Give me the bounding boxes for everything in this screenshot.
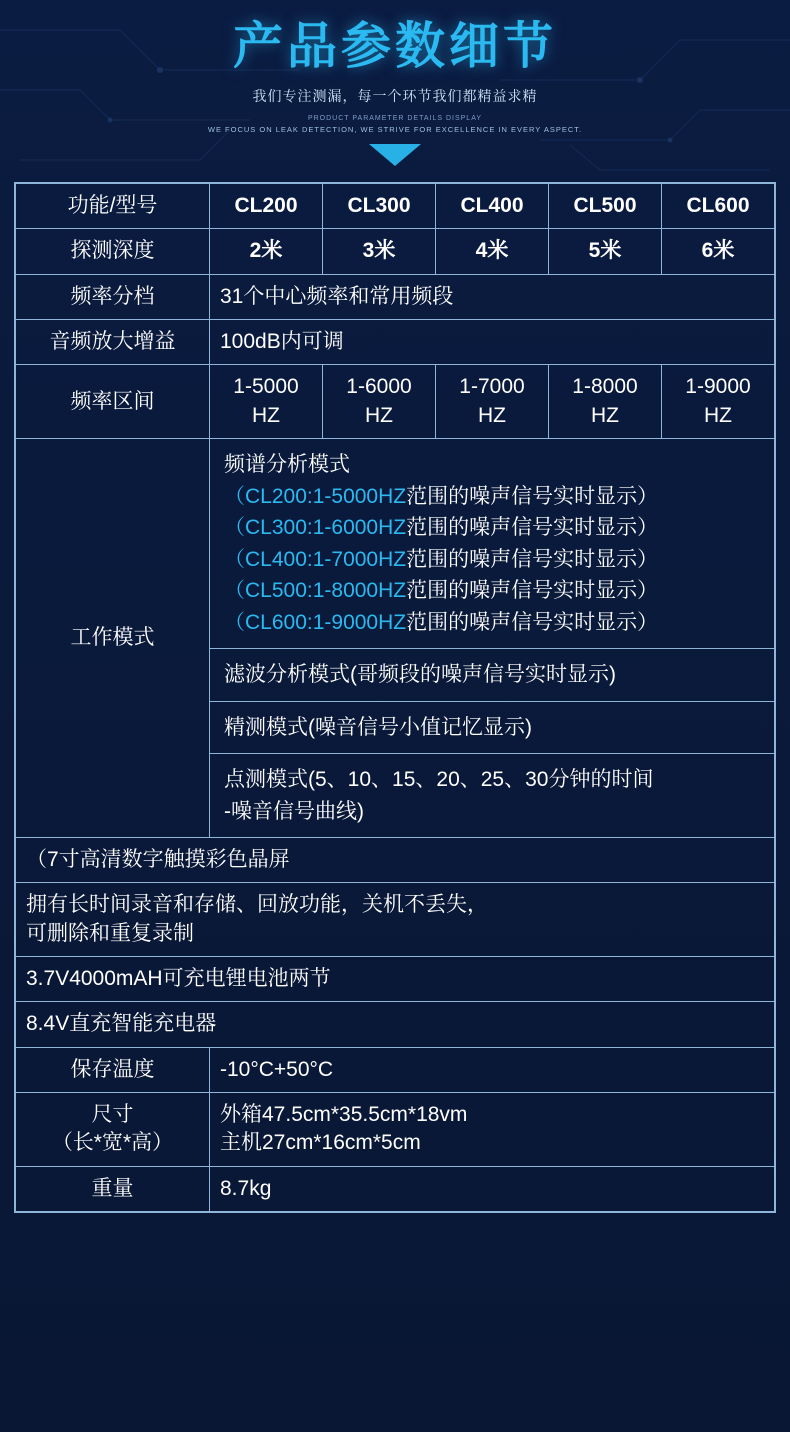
value-size bbox=[210, 1093, 775, 1167]
row-label-depth: 探测深度 bbox=[16, 229, 210, 274]
table-row-record bbox=[16, 883, 775, 957]
row-label-temperature: 保存温度 bbox=[16, 1047, 210, 1092]
model-cl500: CL500 bbox=[549, 184, 662, 229]
value-weight: 8.7kg bbox=[210, 1166, 775, 1211]
freq-interval-cl500 bbox=[549, 365, 662, 439]
freq-interval-cl400-value: 1-7000 bbox=[459, 375, 525, 399]
value-temperature: -10°C+50°C bbox=[210, 1047, 775, 1092]
freq-interval-cl400 bbox=[436, 365, 549, 439]
table-row-screen bbox=[16, 838, 775, 883]
down-arrow-icon bbox=[369, 144, 421, 166]
freq-interval-cl600-unit: HZ bbox=[704, 403, 732, 427]
model-cl400: CL400 bbox=[436, 184, 549, 229]
depth-cl400: 4米 bbox=[436, 229, 549, 274]
spectrum-item-prefix-cl500: （ bbox=[224, 579, 245, 603]
page-subtitle: 我们专注测漏，每一个环节我们都精益求精 bbox=[252, 88, 538, 104]
table-row-weight bbox=[16, 1166, 775, 1211]
table-row-charger bbox=[16, 1002, 775, 1047]
row-label-weight: 重量 bbox=[16, 1166, 210, 1211]
row-label-frequency-interval: 频率区间 bbox=[16, 365, 210, 439]
table-row-frequency-step bbox=[16, 274, 775, 319]
spectrum-mode-item-cl200 bbox=[224, 481, 760, 513]
spectrum-item-prefix-cl200: （ bbox=[224, 484, 245, 508]
row-label-size-line-2: （长*宽*高） bbox=[51, 1131, 174, 1155]
page-title: 产品参数细节 bbox=[233, 18, 557, 74]
spec-table bbox=[15, 183, 775, 1212]
spectrum-item-suffix-cl300: 范围的噪声信号实时显示） bbox=[406, 516, 659, 540]
freq-interval-cl300-unit: HZ bbox=[365, 403, 393, 427]
value-record bbox=[16, 883, 775, 957]
value-size-line-2: 主机27cm*16cm*5cm bbox=[220, 1131, 421, 1155]
freq-interval-cl300 bbox=[323, 365, 436, 439]
spectrum-item-prefix-cl300: （ bbox=[224, 516, 245, 540]
fine-mode-block: 精测模式(噪音信号小值记忆显示) bbox=[210, 702, 774, 755]
value-record-line-2: 可删除和重复录制 bbox=[26, 921, 194, 945]
point-mode-line-1: 点测模式(5、10、15、20、25、30分钟的时间 bbox=[224, 768, 654, 792]
spectrum-mode-item-cl600 bbox=[224, 607, 760, 639]
english-subtitle-2: WE FOCUS ON LEAK DETECTION, WE STRIVE FOR EXCELLENCE IN EVERY ASPECT. bbox=[207, 125, 583, 134]
spectrum-item-model-cl600: CL600:1-9000HZ bbox=[245, 610, 407, 634]
freq-interval-cl600-value: 1-9000 bbox=[685, 375, 751, 399]
table-row-models bbox=[16, 184, 775, 229]
spectrum-mode-item-cl400 bbox=[224, 544, 760, 576]
freq-interval-cl200-unit: HZ bbox=[252, 403, 280, 427]
row-label-frequency-step: 频率分档 bbox=[16, 274, 210, 319]
model-cl600: CL600 bbox=[662, 184, 775, 229]
row-label-work-mode: 工作模式 bbox=[16, 439, 210, 838]
freq-interval-cl200 bbox=[210, 365, 323, 439]
value-frequency-step: 31个中心频率和常用频段 bbox=[210, 274, 775, 319]
spectrum-item-suffix-cl600: 范围的噪声信号实时显示） bbox=[406, 610, 659, 634]
value-charger: 8.4V直充智能充电器 bbox=[16, 1002, 775, 1047]
point-mode-line-2: -噪音信号曲线) bbox=[224, 799, 364, 823]
value-size-line-1: 外箱47.5cm*35.5cm*18vm bbox=[220, 1103, 468, 1127]
model-cl200: CL200 bbox=[210, 184, 323, 229]
depth-cl600: 6米 bbox=[662, 229, 775, 274]
spectrum-item-suffix-cl400: 范围的噪声信号实时显示） bbox=[406, 547, 659, 571]
table-row-work-mode bbox=[16, 439, 775, 838]
depth-cl300: 3米 bbox=[323, 229, 436, 274]
table-row-battery bbox=[16, 957, 775, 1002]
spectrum-item-suffix-cl500: 范围的噪声信号实时显示） bbox=[406, 579, 659, 603]
depth-cl500: 5米 bbox=[549, 229, 662, 274]
freq-interval-cl600 bbox=[662, 365, 775, 439]
depth-cl200: 2米 bbox=[210, 229, 323, 274]
table-row-frequency-interval bbox=[16, 365, 775, 439]
spectrum-item-model-cl500: CL500:1-8000HZ bbox=[245, 579, 407, 603]
spectrum-mode-block bbox=[210, 439, 774, 649]
freq-interval-cl500-unit: HZ bbox=[591, 403, 619, 427]
row-label-size bbox=[16, 1093, 210, 1167]
row-label-gain: 音频放大增益 bbox=[16, 320, 210, 365]
freq-interval-cl400-unit: HZ bbox=[478, 403, 506, 427]
table-row-size bbox=[16, 1093, 775, 1167]
english-subtitle-1: PRODUCT PARAMETER DETAILS DISPLAY bbox=[307, 115, 483, 122]
work-mode-cell bbox=[210, 439, 775, 838]
spectrum-mode-title: 频谱分析模式 bbox=[224, 453, 350, 477]
page-header bbox=[0, 0, 790, 166]
spectrum-item-model-cl200: CL200:1-5000HZ bbox=[245, 484, 407, 508]
freq-interval-cl500-value: 1-8000 bbox=[572, 375, 638, 399]
spec-table-container bbox=[14, 182, 776, 1213]
point-mode-block bbox=[210, 754, 774, 837]
value-screen: （7寸高清数字触摸彩色晶屏 bbox=[16, 838, 775, 883]
spectrum-item-prefix-cl400: （ bbox=[224, 547, 245, 571]
value-battery: 3.7V4000mAH可充电锂电池两节 bbox=[16, 957, 775, 1002]
table-row-gain bbox=[16, 320, 775, 365]
spectrum-item-model-cl300: CL300:1-6000HZ bbox=[245, 516, 407, 540]
spectrum-mode-item-cl500 bbox=[224, 575, 760, 607]
spectrum-item-suffix-cl200: 范围的噪声信号实时显示） bbox=[406, 484, 659, 508]
table-row-depth bbox=[16, 229, 775, 274]
value-gain: 100dB内可调 bbox=[210, 320, 775, 365]
spectrum-item-prefix-cl600: （ bbox=[224, 610, 245, 634]
row-label-size-line-1: 尺寸 bbox=[91, 1103, 134, 1127]
freq-interval-cl200-value: 1-5000 bbox=[233, 375, 299, 399]
filter-mode-block: 滤波分析模式(哥频段的噪声信号实时显示) bbox=[210, 649, 774, 702]
table-row-temperature bbox=[16, 1047, 775, 1092]
spectrum-item-model-cl400: CL400:1-7000HZ bbox=[245, 547, 407, 571]
row-label-models: 功能/型号 bbox=[16, 184, 210, 229]
freq-interval-cl300-value: 1-6000 bbox=[346, 375, 412, 399]
model-cl300: CL300 bbox=[323, 184, 436, 229]
value-record-line-1: 拥有长时间录音和存储、回放功能，关机不丢失， bbox=[26, 893, 488, 917]
spectrum-mode-item-cl300 bbox=[224, 512, 760, 544]
